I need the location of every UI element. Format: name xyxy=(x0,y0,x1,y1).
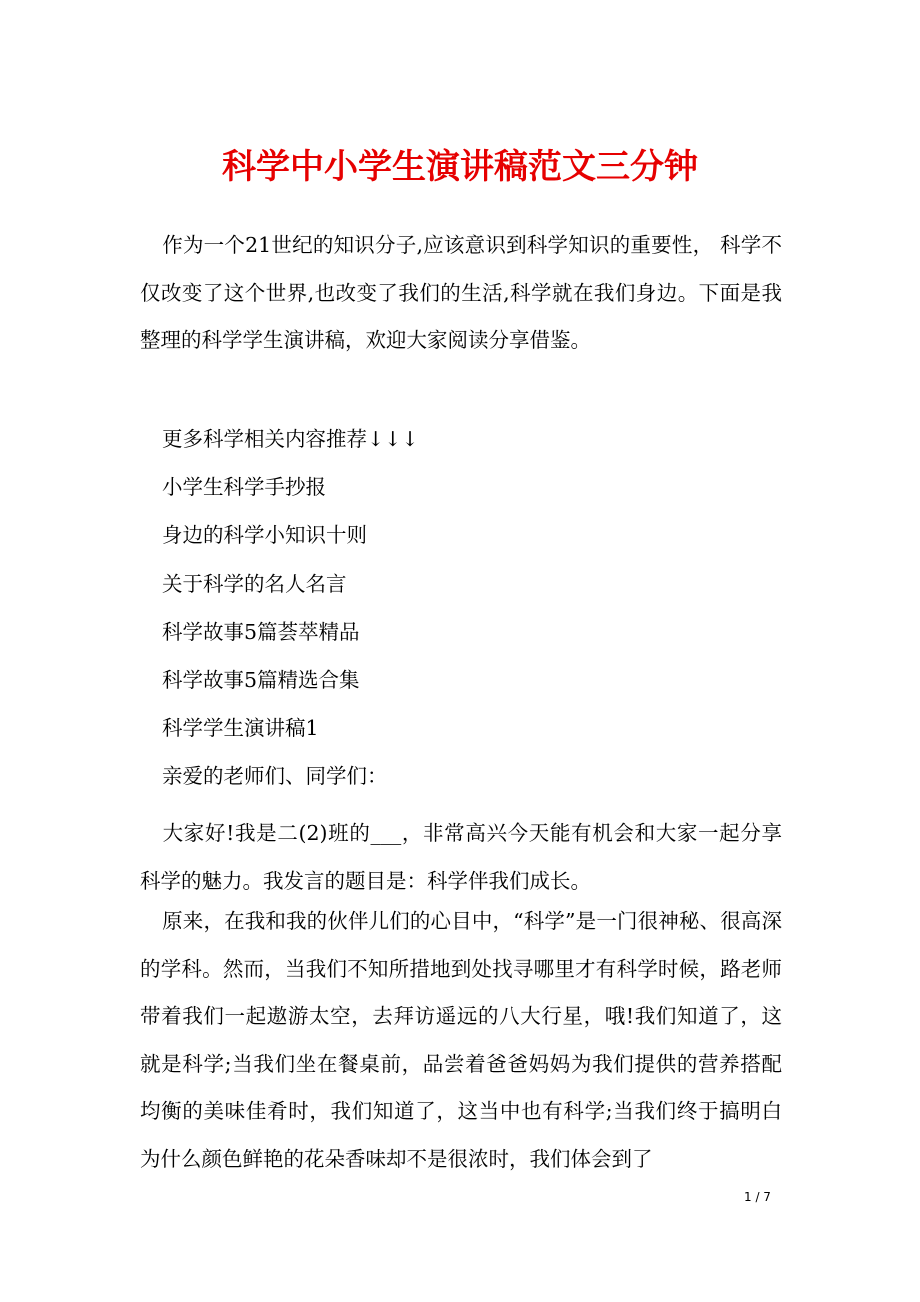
intro-paragraph-text: 作为一个21世纪的知识分子,应该意识到科学知识的重要性， 科学不仅改变了这个世界,也改变了我们的生活,科学就在我们身边。下面是我整理的科学学生演讲稿，欢迎大家阅读分享借鉴。 xyxy=(140,233,782,352)
related-list xyxy=(162,415,419,801)
list-item: 关于科学的名人名言 xyxy=(162,571,347,596)
document-title: 科学中小学生演讲稿范文三分钟 xyxy=(222,147,698,187)
intro-paragraph xyxy=(140,222,782,365)
greeting-paragraph xyxy=(140,810,782,905)
original-paragraph xyxy=(140,898,782,1183)
list-item: 小学生科学手抄报 xyxy=(162,475,326,500)
list-item: 科学学生演讲稿1 xyxy=(162,716,319,741)
list-item: 身边的科学小知识十则 xyxy=(162,523,367,548)
list-item: 亲爱的老师们、同学们： xyxy=(162,764,388,789)
list-item: 更多科学相关内容推荐↓↓↓ xyxy=(162,427,419,451)
list-item: 科学故事5篇精选合集 xyxy=(162,668,360,693)
page-number: 1 / 7 xyxy=(744,1190,771,1204)
list-item: 科学故事5篇荟萃精品 xyxy=(162,619,360,644)
greeting-paragraph-text: 大家好!我是二(2)班的___，非常高兴今天能有机会和大家一起分享科学的魅力。我发言的题目是：科学伴我们成长。 xyxy=(140,821,782,893)
original-paragraph-text: 原来，在我和我的伙伴儿们的心目中，“科学”是一门很神秘、很高深的学科。然而，当我们不知所措地到处找寻哪里才有科学时候，路老师带着我们一起遨游太空，去拜访遥远的八大行星，哦!我们知道了，这就是科学;当我们坐在餐桌前，品尝着爸爸妈妈为我们提供的营养搭配均衡的美味佳肴时，我们知道了，这当中也有科学;当我们终于搞明白为什么颜色鲜艳的花朵香味却不是很浓时，我们体会到了 xyxy=(140,909,782,1171)
